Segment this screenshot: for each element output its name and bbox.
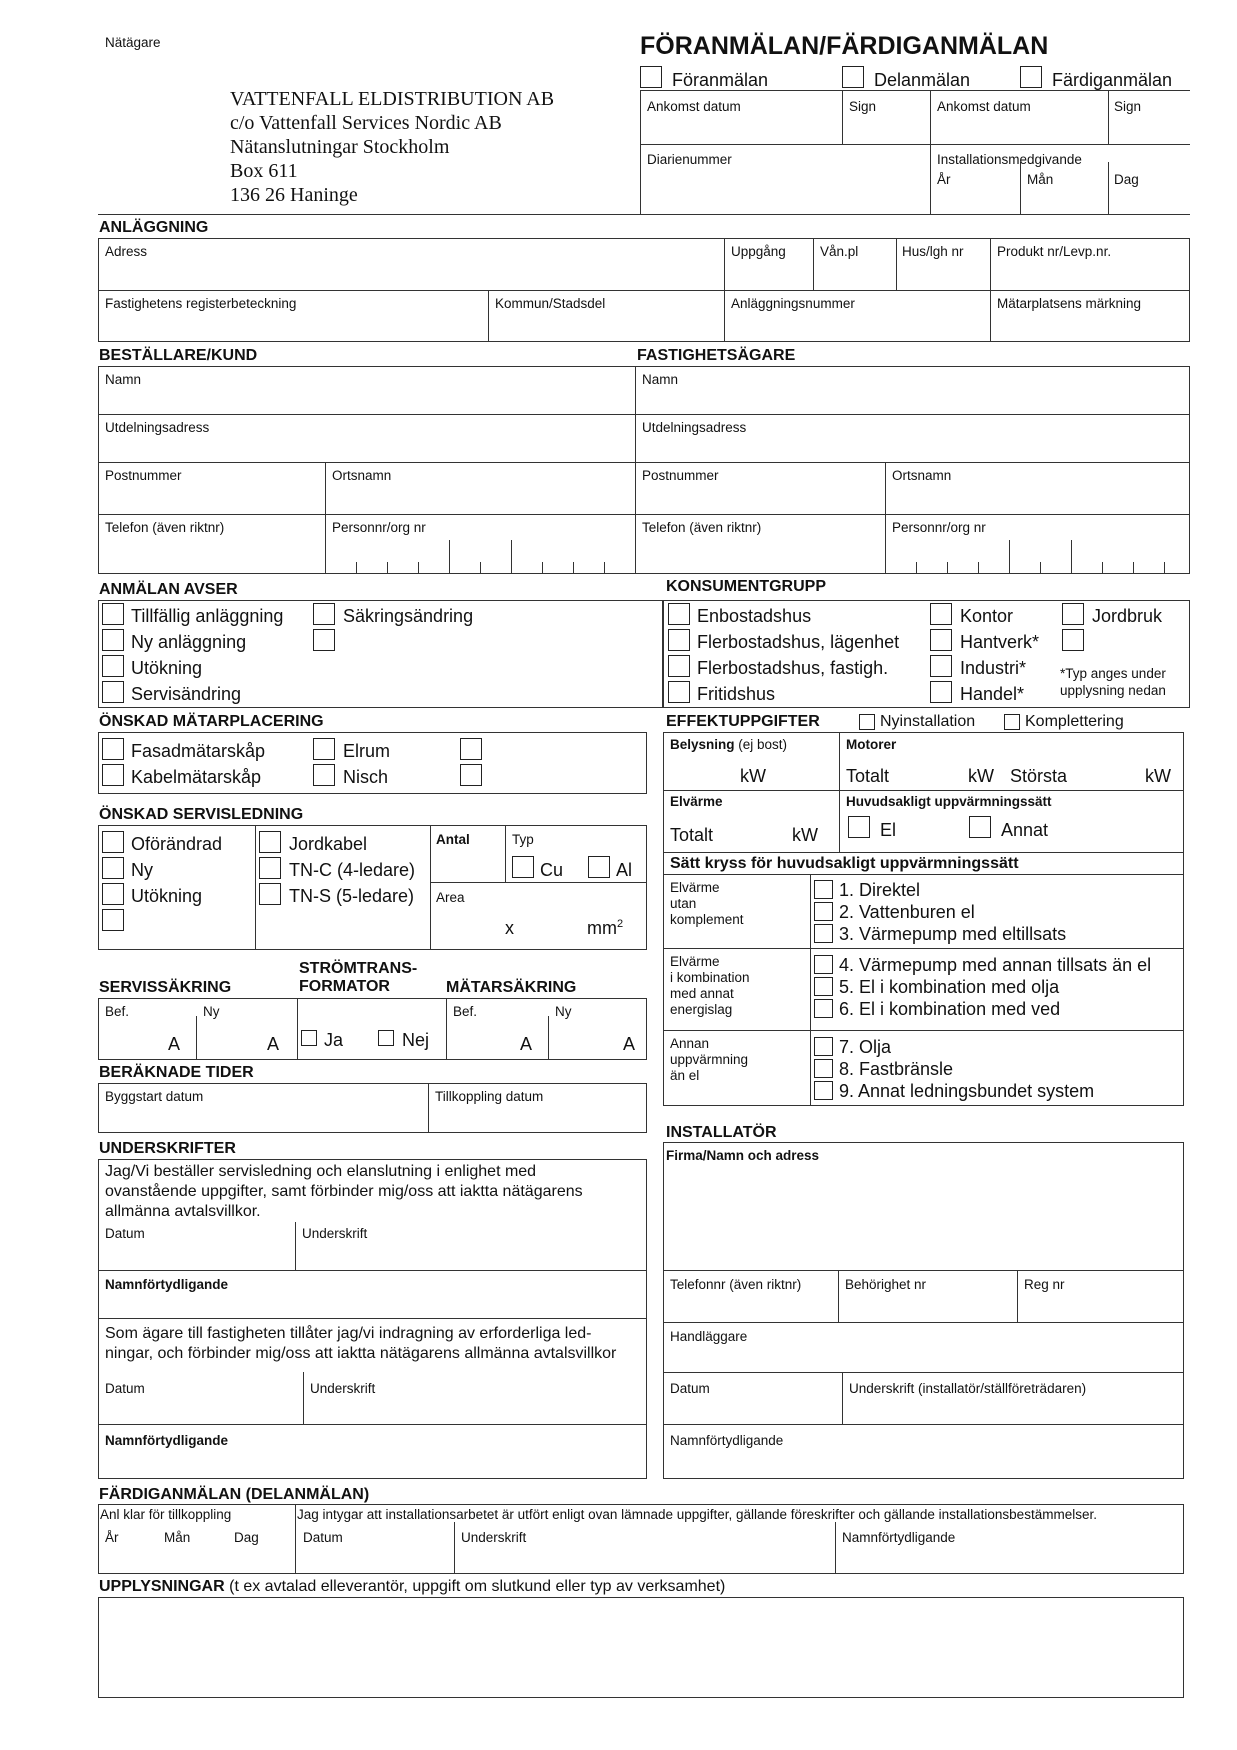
bef-label: Bef. — [105, 1004, 130, 1019]
area-x-label: x — [505, 918, 514, 938]
diarienummer-label: Diarienummer — [647, 152, 732, 167]
matarplacering-other-checkbox[interactable] — [460, 764, 482, 786]
jordkabel-checkbox[interactable] — [259, 831, 281, 853]
namnfortydligande-field[interactable]: Namnförtydligande — [105, 1433, 229, 1448]
komplettering-checkbox[interactable] — [1004, 714, 1020, 730]
owner-address-line: Nätanslutningar Stockholm — [230, 136, 450, 158]
nyinstallation-checkbox[interactable] — [859, 714, 875, 730]
handel-checkbox[interactable] — [930, 681, 952, 703]
motorer-label: Motorer — [846, 737, 897, 752]
kabelmatarskap-label: Kabelmätarskåp — [131, 767, 262, 787]
ny-label: Ny — [203, 1004, 220, 1019]
servissakring-title: SERVISSÄKRING — [99, 979, 232, 996]
sign-label: Sign — [1114, 99, 1142, 114]
delanmalan-label: Delanmälan — [874, 70, 971, 90]
typ-label: Typ — [512, 832, 534, 847]
upplysningar-title: UPPLYSNINGAR (t ex avtalad elleverantör, uppgift om slutkund eller typ av verksamhet) — [99, 1578, 726, 1595]
servis-ny-label: Ny — [131, 860, 153, 880]
area-label: Area — [436, 890, 465, 905]
vattenburen-checkbox[interactable] — [814, 902, 833, 921]
agare-namn-field[interactable]: Namn — [642, 372, 679, 387]
anlaggningsnummer-field[interactable]: Anläggningsnummer — [731, 296, 855, 311]
stromtransformator-title: STRÖMTRANS- — [299, 960, 418, 977]
belysning-label: Belysning (ej bost) — [670, 737, 788, 752]
matarplats-field[interactable]: Mätarplatsens märkning — [997, 296, 1142, 311]
flerbostadshus-lagenhet-checkbox[interactable] — [668, 629, 690, 651]
adress-field[interactable]: Adress — [105, 244, 148, 259]
al-label: Al — [616, 860, 633, 880]
direktel-label: 1. Direktel — [839, 880, 921, 900]
bef-label: Bef. — [453, 1004, 478, 1019]
fardiganmalan-title: FÄRDIGANMÄLAN (DELANMÄLAN) — [99, 1486, 370, 1503]
nej-label: Nej — [402, 1030, 430, 1050]
servis-utokning-label: Utökning — [131, 886, 203, 906]
motorer-totalt-label: Totalt — [846, 766, 890, 786]
fardig-underskrift-field[interactable]: Underskrift — [461, 1530, 527, 1545]
ampere-label: A — [623, 1034, 636, 1054]
storsta-label: Största — [1010, 766, 1068, 786]
cu-checkbox[interactable] — [512, 856, 534, 878]
nisch-checkbox[interactable] — [313, 764, 335, 786]
antal-label: Antal — [436, 832, 470, 847]
ny-label: Ny — [555, 1004, 572, 1019]
vanpl-field[interactable]: Vån.pl — [820, 244, 859, 259]
flerbostadshus-fastigh-checkbox[interactable] — [668, 655, 690, 677]
hantverk-label: Hantverk* — [960, 632, 1040, 652]
agare-text: Som ägare till fastigheten tillåter jag/vi indragning av erforderliga led- — [105, 1325, 592, 1342]
kommun-field[interactable]: Kommun/Stadsdel — [495, 296, 606, 311]
al-checkbox[interactable] — [588, 856, 610, 878]
group1-label: Elvärme utan komplement — [670, 880, 744, 927]
fasadmatarskap-checkbox[interactable] — [102, 738, 124, 760]
stromtransformator-title: FORMATOR — [299, 978, 390, 995]
kontor-checkbox[interactable] — [930, 603, 952, 625]
datum-field[interactable]: Datum — [105, 1226, 145, 1241]
huslgh-field[interactable]: Hus/lgh nr — [902, 244, 964, 259]
owner-address-line: c/o Vattenfall Services Nordic AB — [230, 112, 502, 134]
bestallare-personnr-field[interactable]: Personnr/org nr — [332, 520, 426, 535]
fardig-dag-field[interactable]: Dag — [234, 1530, 259, 1545]
oforandrad-label: Oförändrad — [131, 834, 223, 854]
agare-postnummer-field[interactable]: Postnummer — [642, 468, 719, 483]
fardig-namnfort-field[interactable]: Namnförtydligande — [842, 1530, 956, 1545]
bestallare-ortsnamn-field[interactable]: Ortsnamn — [332, 468, 392, 483]
komplettering-label: Komplettering — [1025, 713, 1124, 730]
konsument-other-checkbox[interactable] — [1062, 629, 1084, 651]
fastighet-field[interactable]: Fastighetens registerbeteckning — [105, 296, 297, 311]
handlaggare-field[interactable]: Handläggare — [670, 1329, 748, 1344]
matarsakring-title: MÄTARSÄKRING — [446, 979, 577, 996]
ar-label: År — [937, 172, 951, 187]
bestallning-text: allmänna avtalsvillkor. — [105, 1203, 261, 1220]
bestallare-namn-field[interactable]: Namn — [105, 372, 142, 387]
servisandring-label: Servisändring — [131, 684, 242, 704]
olja-checkbox[interactable] — [814, 1037, 833, 1056]
tnc-checkbox[interactable] — [259, 857, 281, 879]
kw-unit: kW — [792, 825, 818, 845]
fastbransle-checkbox[interactable] — [814, 1059, 833, 1078]
installationsmedgivande-label: Installationsmedgivande — [937, 152, 1082, 167]
enbostadshus-label: Enbostadshus — [697, 606, 812, 626]
tnc-label: TN-C (4-ledare) — [289, 860, 416, 880]
elrum-label: Elrum — [343, 741, 391, 761]
servisandring-checkbox[interactable] — [102, 681, 124, 703]
dag-label: Dag — [1114, 172, 1139, 187]
underskrift-field[interactable]: Underskrift — [302, 1226, 368, 1241]
varmepump-eltillsats-label: 3. Värmepump med eltillsats — [839, 924, 1067, 944]
servis-utokning-checkbox[interactable] — [102, 883, 124, 905]
satt-kryss-label: Sätt kryss för huvudsakligt uppvärmningssätt — [670, 855, 1019, 872]
elvarme-totalt-label: Totalt — [670, 825, 714, 845]
typ-note: *Typ anges under — [1060, 666, 1166, 681]
matarplacering-title: ÖNSKAD MÄTARPLACERING — [99, 713, 324, 730]
underskrifter-title: UNDERSKRIFTER — [99, 1140, 236, 1157]
servisledning-title: ÖNSKAD SERVISLEDNING — [99, 806, 304, 823]
ankomst-datum-label: Ankomst datum — [937, 99, 1031, 114]
bestallare-postnummer-field[interactable]: Postnummer — [105, 468, 182, 483]
ledningsbundet-checkbox[interactable] — [814, 1081, 833, 1100]
fardig-ar-field[interactable]: År — [105, 1530, 119, 1545]
olja-label: 7. Olja — [839, 1037, 892, 1057]
bestallare-title: BESTÄLLARE/KUND — [99, 347, 258, 364]
ja-checkbox[interactable] — [301, 1030, 317, 1046]
sakringsandring-label: Säkringsändring — [343, 606, 474, 626]
kontor-label: Kontor — [960, 606, 1014, 626]
bestallning-text: ovanstående uppgifter, samt förbinder mig/oss att iaktta nätägarens — [105, 1183, 583, 1200]
installator-telefon-field[interactable]: Telefonnr (även riktnr) — [670, 1277, 802, 1292]
industri-checkbox[interactable] — [930, 655, 952, 677]
ja-label: Ja — [324, 1030, 344, 1050]
datum-field[interactable]: Datum — [105, 1381, 145, 1396]
behorighet-field[interactable]: Behörighet nr — [845, 1277, 927, 1292]
utokning-checkbox[interactable] — [102, 655, 124, 677]
bestallning-text: Jag/Vi beställer servisledning och elanslutning i enlighet med — [105, 1163, 537, 1180]
annat-label: Annat — [1001, 820, 1049, 840]
owner-label: Nätägare — [105, 35, 161, 50]
ny-anlaggning-checkbox[interactable] — [102, 629, 124, 651]
anmalan-avser-title: ANMÄLAN AVSER — [99, 581, 238, 598]
jordkabel-label: Jordkabel — [289, 834, 368, 854]
produkt-field[interactable]: Produkt nr/Levp.nr. — [997, 244, 1112, 259]
varmepump-annan-label: 4. Värmepump med annan tillsats än el — [839, 955, 1152, 975]
varmepump-annan-checkbox[interactable] — [814, 955, 833, 974]
servis-ny-checkbox[interactable] — [102, 857, 124, 879]
delanmalan-checkbox[interactable] — [842, 66, 864, 88]
regnr-field[interactable]: Reg nr — [1024, 1277, 1065, 1292]
installator-datum-field[interactable]: Datum — [670, 1381, 710, 1396]
el-checkbox[interactable] — [848, 816, 870, 838]
owner-address-line: 136 26 Haninge — [230, 184, 358, 206]
flerbostadshus-fastigh-label: Flerbostadshus, fastigh. — [697, 658, 889, 678]
firma-field[interactable]: Firma/Namn och adress — [666, 1148, 820, 1163]
el-olja-label: 5. El i kombination med olja — [839, 977, 1060, 997]
sakringsandring-checkbox[interactable] — [313, 603, 335, 625]
installator-namnfort-field[interactable]: Namnförtydligande — [670, 1433, 784, 1448]
servis-other-checkbox[interactable] — [102, 909, 124, 931]
tillfallig-label: Tillfällig anläggning — [131, 606, 284, 626]
ankomst-datum-label: Ankomst datum — [647, 99, 741, 114]
huvud-label: Huvudsakligt uppvärmningssätt — [846, 794, 1052, 809]
sign-label: Sign — [849, 99, 877, 114]
agare-utdelning-field[interactable]: Utdelningsadress — [642, 420, 747, 435]
hantverk-checkbox[interactable] — [930, 629, 952, 651]
agare-text: ningar, och förbinder mig/oss att iaktta nätägarens allmänna avtalsvillkor — [105, 1345, 617, 1362]
ampere-label: A — [168, 1034, 181, 1054]
elrum-checkbox[interactable] — [313, 738, 335, 760]
jordbruk-checkbox[interactable] — [1062, 603, 1084, 625]
anmalan-other-checkbox[interactable] — [313, 629, 335, 651]
fardiganmalan-checkbox[interactable] — [1020, 66, 1042, 88]
nej-checkbox[interactable] — [378, 1030, 394, 1046]
agare-telefon-field[interactable]: Telefon (även riktnr) — [642, 520, 762, 535]
installator-box — [663, 1142, 1184, 1479]
nisch-label: Nisch — [343, 767, 389, 787]
oforandrad-checkbox[interactable] — [102, 831, 124, 853]
kw-unit: kW — [968, 766, 994, 786]
el-ved-checkbox[interactable] — [814, 999, 833, 1018]
owner-address-line: Box 611 — [230, 160, 298, 182]
underskrift-field[interactable]: Underskrift — [310, 1381, 376, 1396]
fritidshus-checkbox[interactable] — [668, 681, 690, 703]
handel-label: Handel* — [960, 684, 1025, 704]
fardig-man-field[interactable]: Mån — [164, 1530, 191, 1545]
enbostadshus-checkbox[interactable] — [668, 603, 690, 625]
uppgang-field[interactable]: Uppgång — [731, 244, 786, 259]
cu-label: Cu — [540, 860, 564, 880]
anl-klar-label: Anl klar för tillkoppling — [100, 1507, 232, 1522]
mm-label: $mm^2$ — [587, 918, 624, 938]
nyinstallation-label: Nyinstallation — [880, 713, 976, 730]
direktel-checkbox[interactable] — [814, 880, 833, 899]
kabelmatarskap-checkbox[interactable] — [102, 764, 124, 786]
bestallare-telefon-field[interactable]: Telefon (även riktnr) — [105, 520, 225, 535]
konsumentgrupp-title: KONSUMENTGRUPP — [666, 578, 827, 595]
anlaggning-title: ANLÄGGNING — [99, 219, 209, 236]
form-title: FÖRANMÄLAN/FÄRDIGANMÄLAN — [640, 32, 1049, 60]
fritidshus-label: Fritidshus — [697, 684, 776, 704]
industri-label: Industri* — [960, 658, 1027, 678]
el-olja-checkbox[interactable] — [814, 977, 833, 996]
tider-title: BERÄKNADE TIDER — [99, 1064, 254, 1081]
matarplacering-other-checkbox[interactable] — [460, 738, 482, 760]
tns-label: TN-S (5-ledare) — [289, 886, 415, 906]
kw-unit: kW — [1145, 766, 1171, 786]
el-ved-label: 6. El i kombination med ved — [839, 999, 1061, 1019]
man-label: Mån — [1027, 172, 1054, 187]
namnfortydligande-field[interactable]: Namnförtydligande — [105, 1277, 229, 1292]
fastighetsagare-title: FASTIGHETSÄGARE — [637, 347, 796, 364]
ledningsbundet-label: 9. Annat ledningsbundet system — [839, 1081, 1095, 1101]
agare-ortsnamn-field[interactable]: Ortsnamn — [892, 468, 952, 483]
effekt-title: EFFEKTUPPGIFTER — [666, 713, 820, 730]
kw-unit: kW — [740, 766, 766, 786]
foranmalan-label: Föranmälan — [672, 70, 769, 90]
jordbruk-label: Jordbruk — [1092, 606, 1163, 626]
bestallare-utdelning-field[interactable]: Utdelningsadress — [105, 420, 210, 435]
fardiganmalan-label: Färdiganmälan — [1052, 70, 1173, 90]
fastbransle-label: 8. Fastbränsle — [839, 1059, 954, 1079]
varmepump-eltillsats-checkbox[interactable] — [814, 924, 833, 943]
group2-label: Elvärme i kombination med annat energislag — [670, 954, 750, 1017]
group3-label: Annan uppvärmning än el — [670, 1036, 749, 1083]
installator-underskrift-field[interactable]: Underskrift (installatör/ställföreträdaren) — [849, 1381, 1087, 1396]
annat-checkbox[interactable] — [969, 816, 991, 838]
utokning-label: Utökning — [131, 658, 203, 678]
flerbostadshus-lagenhet-label: Flerbostadshus, lägenhet — [697, 632, 900, 652]
installator-title: INSTALLATÖR — [666, 1124, 777, 1141]
ampere-label: A — [267, 1034, 280, 1054]
agare-personnr-field[interactable]: Personnr/org nr — [892, 520, 986, 535]
upplysningar-field[interactable] — [98, 1597, 1184, 1698]
fardig-datum-field[interactable]: Datum — [303, 1530, 343, 1545]
tillfallig-checkbox[interactable] — [102, 603, 124, 625]
owner-address-line: VATTENFALL ELDISTRIBUTION AB — [230, 88, 555, 110]
foranmalan-checkbox[interactable] — [640, 66, 662, 88]
intygar-text: Jag intygar att installationsarbetet är utfört enligt ovan lämnade uppgifter, gällande föreskrifter och gällande installationsbestämmelser. — [297, 1507, 1097, 1522]
ny-anlaggning-label: Ny anläggning — [131, 632, 247, 652]
tns-checkbox[interactable] — [259, 883, 281, 905]
byggstart-field[interactable]: Byggstart datum — [105, 1089, 204, 1104]
fasadmatarskap-label: Fasadmätarskåp — [131, 741, 266, 761]
el-label: El — [880, 820, 897, 840]
tillkoppling-field[interactable]: Tillkoppling datum — [435, 1089, 544, 1104]
ampere-label: A — [520, 1034, 533, 1054]
elvarme-label: Elvärme — [670, 794, 723, 809]
vattenburen-label: 2. Vattenburen el — [839, 902, 975, 922]
typ-note: upplysning nedan — [1060, 683, 1166, 698]
